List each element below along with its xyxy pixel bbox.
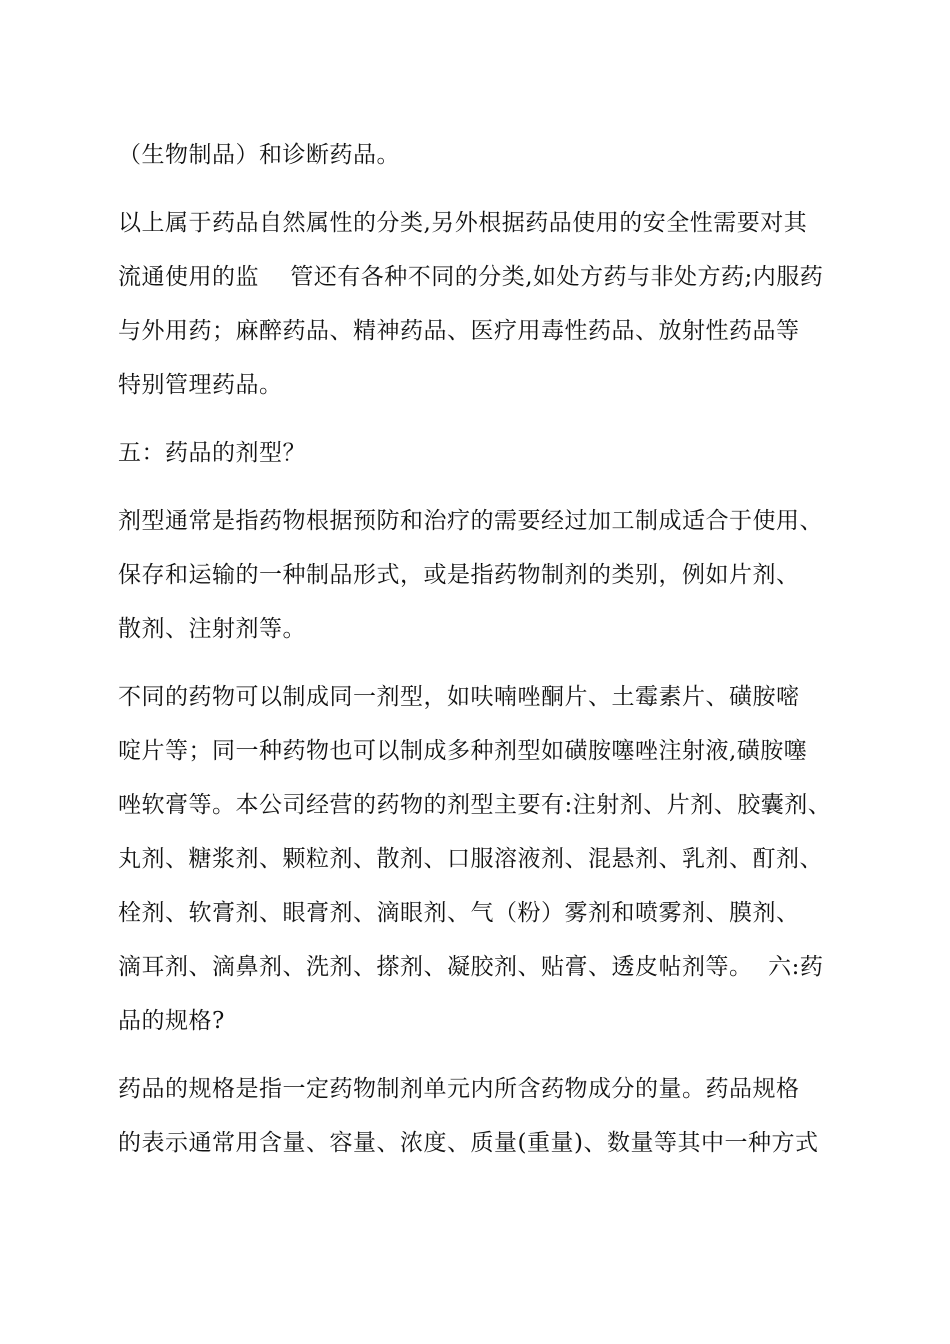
text-line: 唑软膏等。本公司经营的药物的剂型主要有:注射剂、片剂、胶囊剂、 (118, 792, 832, 818)
text-line: 品的规格? (118, 1008, 225, 1034)
text-line: 药品的规格是指一定药物制剂单元内所含药物成分的量。药品规格 (118, 1076, 800, 1102)
text-line: 的表示通常用含量、容量、浓度、质量(重量)、数量等其中一种方式 (118, 1130, 819, 1156)
text-line: 不同的药物可以制成同一剂型，如呋喃唑酮片、土霉素片、磺胺嘧 (118, 684, 800, 710)
text-line: 保存和运输的一种制品形式，或是指药物制剂的类别，例如片剂、 (118, 562, 800, 588)
section-heading: 五：药品的剂型？ (118, 440, 306, 466)
paragraph-biological-products (118, 128, 848, 182)
paragraph-dosage-form-definition (118, 494, 848, 656)
paragraph-dosage-form-examples (118, 670, 848, 1048)
text-line: 与外用药；麻醉药品、精神药品、医疗用毒性药品、放射性药品等 (118, 318, 800, 344)
text-line: 流通使用的监 管还有各种不同的分类,如处方药与非处方药;内服药 (118, 264, 824, 290)
text-line: 滴耳剂、滴鼻剂、洗剂、搽剂、凝胶剂、贴膏、透皮帖剂等。 六:药 (118, 954, 824, 980)
text-line: （生物制品）和诊断药品。 (118, 142, 400, 168)
text-line: 散剂、注射剂等。 (118, 616, 306, 642)
paragraph-classification (118, 196, 848, 412)
paragraph-specification (118, 1062, 848, 1170)
text-body (118, 128, 848, 1184)
text-line: 剂型通常是指药物根据预防和治疗的需要经过加工制成适合于使用、 (118, 508, 823, 534)
text-line: 丸剂、糖浆剂、颗粒剂、散剂、口服溶液剂、混悬剂、乳剂、酊剂、 (118, 846, 823, 872)
text-line: 以上属于药品自然属性的分类,另外根据药品使用的安全性需要对其 (118, 210, 808, 236)
text-line: 栓剂、软膏剂、眼膏剂、滴眼剂、气（粉）雾剂和喷雾剂、膜剂、 (118, 900, 800, 926)
text-line: 啶片等；同一种药物也可以制成多种剂型如磺胺噻唑注射液,磺胺噻 (118, 738, 808, 764)
section-heading-dosage-forms (118, 426, 848, 480)
text-line: 特别管理药品。 (118, 372, 283, 398)
